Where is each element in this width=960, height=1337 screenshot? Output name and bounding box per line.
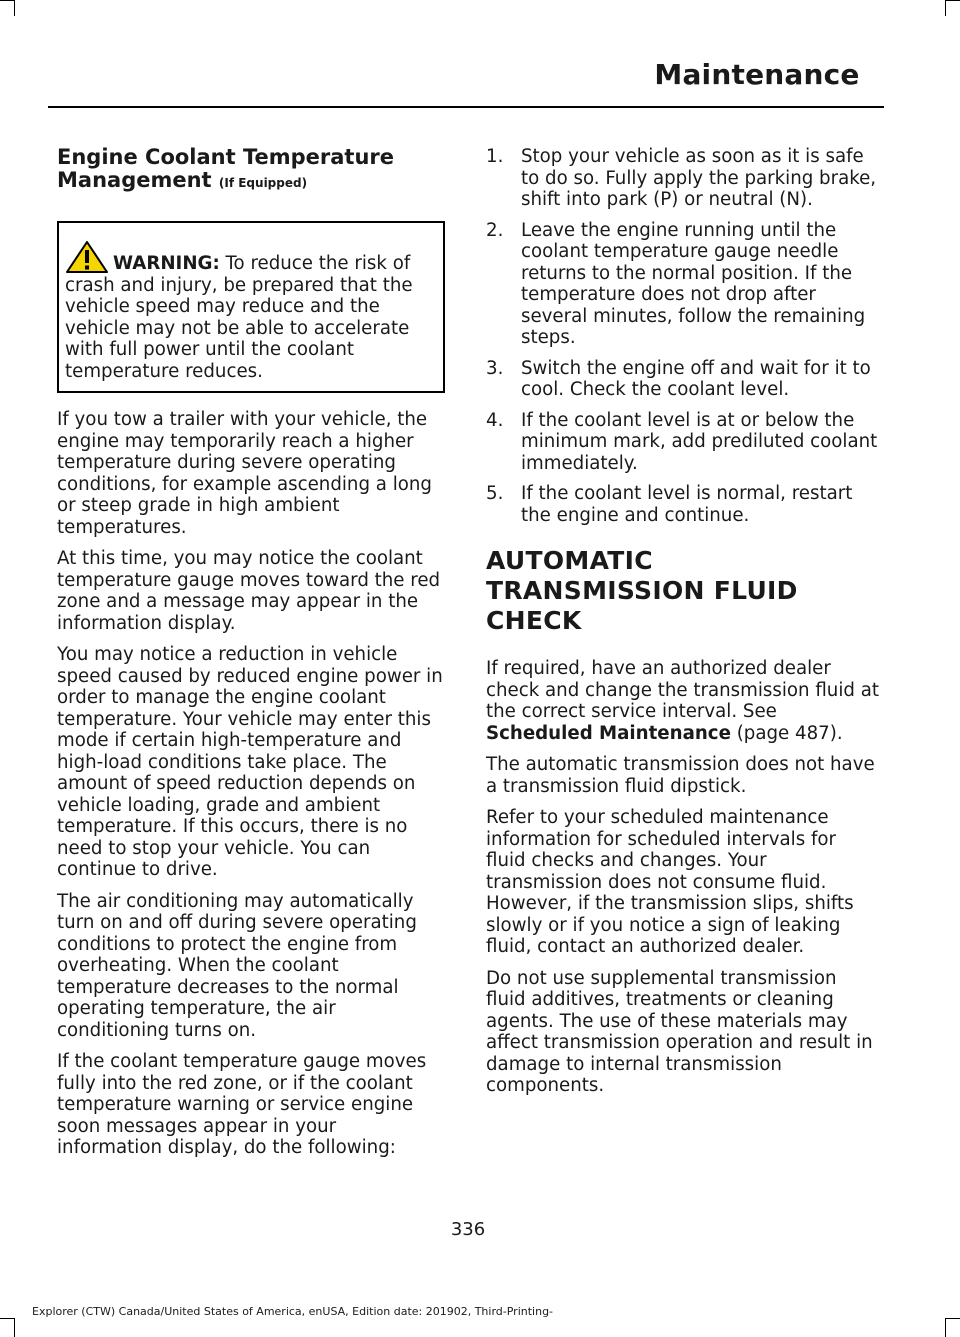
step-text: If the coolant level is at or below the minimum mark, add prediluted coolant immediately.	[521, 409, 878, 474]
list-item	[486, 410, 880, 475]
heading-text: Engine Coolant Temperature Management	[57, 145, 395, 192]
crop-mark	[945, 0, 946, 16]
paragraph: If the coolant temperature gauge moves fully into the red zone, or if the coolant temperature warning or service engine soon messages appear in your information display, do the following:	[57, 1051, 427, 1158]
edition-footer: Explorer (CTW) Canada/United States of America, enUSA, Edition date: 201902, Third-Printing-	[32, 1305, 554, 1318]
right-column	[486, 146, 880, 1107]
section-heading-transmission: AUTOMATIC TRANSMISSION FLUID CHECK	[486, 546, 798, 635]
crop-mark	[0, 0, 14, 1]
crop-mark	[946, 0, 960, 1]
list-item	[486, 220, 880, 349]
list-item	[486, 358, 880, 401]
section-title: Maintenance	[654, 58, 860, 91]
warning-body: To reduce the risk of crash and injury, be prepared that the vehicle speed may reduce and the vehicle may not be able to accelerate with full power until the coolant temperature reduces.	[65, 253, 413, 382]
left-column	[57, 146, 445, 1169]
paragraph	[486, 658, 880, 744]
crop-mark	[0, 1318, 14, 1319]
crop-mark	[14, 0, 15, 16]
paragraph: Refer to your scheduled maintenance information for scheduled intervals for fluid checks and changes. Your transmission does not consume fluid. However, if the transmission slips, shifts slowly or if you notice a sign of leaking fluid, contact an authorized dealer.	[486, 807, 854, 957]
paragraph: You may notice a reduction in vehicle speed caused by reduced engine power in order to manage the engine coolant temperature. Your vehicle may enter this mode if certain high-temperature and high-load conditions take place. The amount of speed reduction depends on vehicle loading, grade and ambient temperature. If this occurs, there is no need to stop your vehicle. You can continue to drive.	[57, 644, 443, 880]
steps-list	[486, 146, 880, 526]
step-text: If the coolant level is normal, restart the engine and continue.	[521, 483, 853, 526]
step-number: 5.	[486, 483, 504, 504]
paragraph-text: If required, have an authorized dealer check and change the transmission fluid at the correct service interval. See	[486, 658, 879, 722]
warning-triangle-icon	[65, 241, 109, 273]
step-text: Leave the engine running until the coolant temperature gauge needle returns to the normal position. If the temperature does not drop after several minutes, follow the remaining steps.	[521, 219, 866, 348]
step-number: 1.	[486, 146, 504, 167]
warning-text	[65, 241, 435, 382]
list-item	[486, 483, 880, 526]
step-text: Stop your vehicle as soon as it is safe to do so. Fully apply the parking brake, shift into park (P) or neutral (N).	[521, 146, 877, 210]
crop-mark	[14, 1318, 15, 1337]
crop-mark	[946, 1318, 960, 1319]
paragraph: The air conditioning may automatically turn on and off during severe operating conditions to protect the engine from overheating. When the coolant temperature decreases to the normal operating temperature, the air conditioning turns on.	[57, 890, 417, 1041]
crop-mark	[945, 1318, 946, 1337]
paragraph: If you tow a trailer with your vehicle, the engine may temporarily reach a higher temperature during severe operating conditions, for example ascending a long or steep grade in high ambient temperatures.	[57, 409, 432, 538]
page-number: 336	[450, 1219, 486, 1240]
step-number: 2.	[486, 219, 504, 241]
paragraph: Do not use supplemental transmission fluid additives, treatments or cleaning agents. The use of these materials may affect transmission operation and result in damage to internal transmission components.	[486, 967, 873, 1096]
section-heading-coolant	[57, 146, 445, 195]
warning-box	[57, 221, 445, 393]
list-item	[486, 146, 880, 211]
warning-label: WARNING:	[113, 253, 220, 274]
scheduled-maintenance-link[interactable]: Scheduled Maintenance	[486, 722, 731, 744]
heading-note: (If Equipped)	[218, 176, 308, 190]
page-reference: (page 487).	[730, 722, 843, 744]
paragraph: At this time, you may notice the coolant temperature gauge moves toward the red zone and a message may appear in the information display.	[57, 548, 441, 634]
step-text: Switch the engine off and wait for it to cool. Check the coolant level.	[521, 357, 871, 400]
step-number: 3.	[486, 357, 504, 379]
paragraph: The automatic transmission does not have a transmission fluid dipstick.	[486, 754, 875, 797]
header-rule	[48, 106, 884, 108]
page-header	[48, 58, 884, 91]
step-number: 4.	[486, 409, 504, 431]
